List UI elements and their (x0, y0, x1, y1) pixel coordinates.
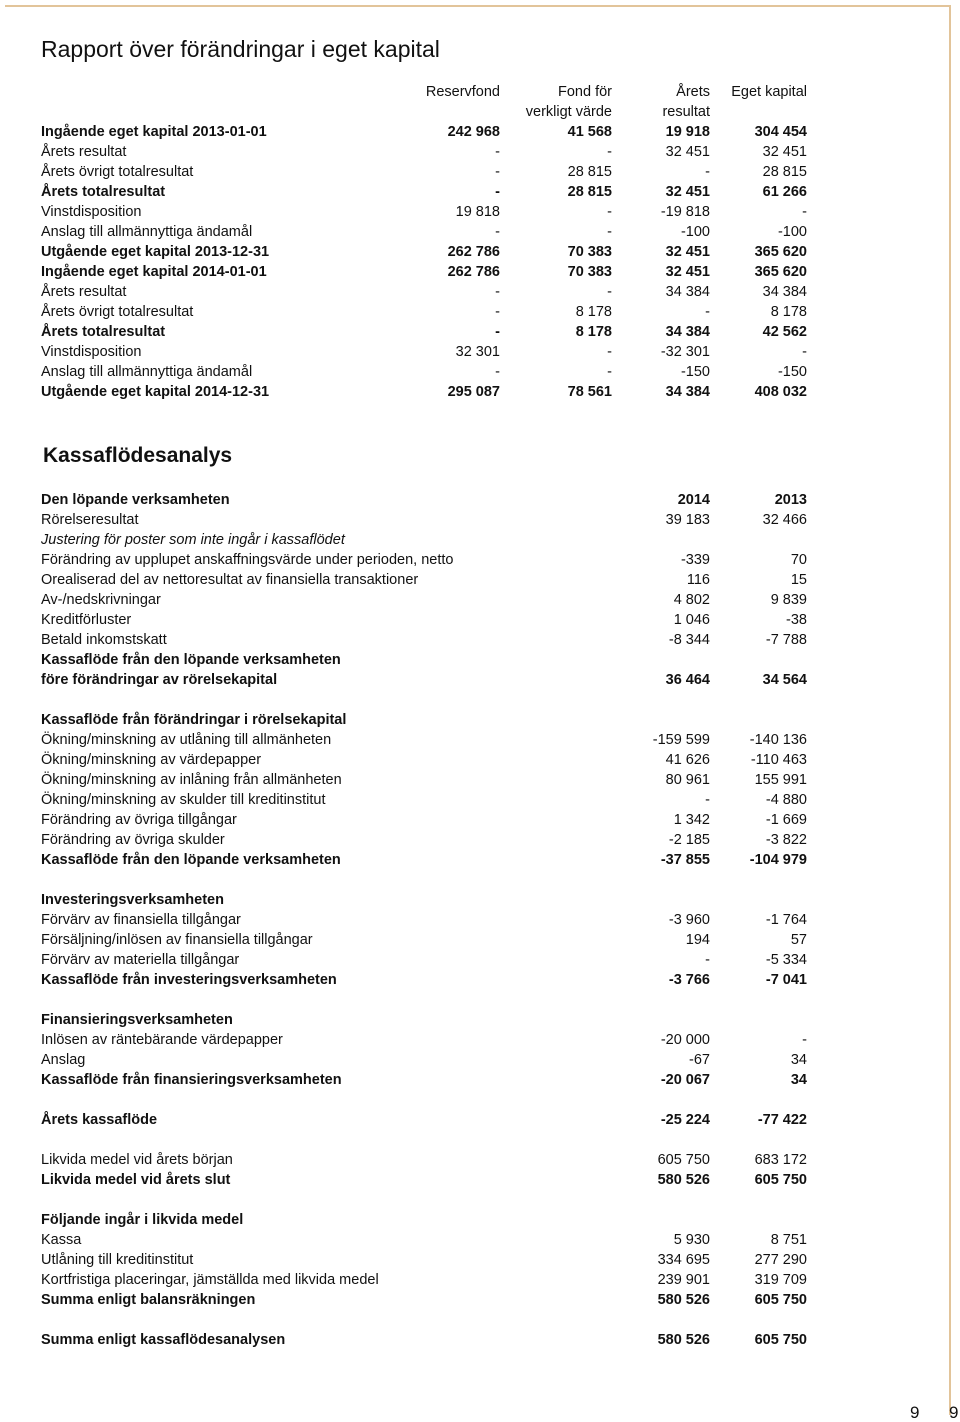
cashflow-row (0, 1110, 960, 1130)
equity-cell: - (705, 304, 710, 320)
equity-cell: 8 178 (575, 304, 612, 320)
cashflow-value-2013: 319 709 (754, 1272, 807, 1288)
cashflow-row (0, 1330, 960, 1350)
equity-row (0, 302, 960, 322)
cashflow-row (0, 890, 960, 910)
equity-cell: 32 451 (665, 264, 710, 280)
equity-cell: 262 786 (447, 244, 500, 260)
cashflow-value-2013: 277 290 (754, 1252, 807, 1268)
cashflow-value-2014: - (705, 952, 710, 968)
equity-cell: 32 451 (665, 244, 710, 260)
cashflow-value-2013: 155 991 (754, 772, 807, 788)
cashflow-value-2014: 1 342 (673, 812, 710, 828)
cashflow-row-label: Investeringsverksamheten (41, 892, 224, 908)
cashflow-row-label: Justering för poster som inte ingår i kassaflödet (41, 532, 345, 548)
equity-cell: 8 178 (575, 324, 612, 340)
header-eget-kapital: Eget kapital (731, 84, 807, 100)
cashflow-value-2013: 605 750 (754, 1172, 807, 1188)
cashflow-row-label: Förändring av upplupet anskaffningsvärde under perioden, netto (41, 552, 454, 568)
cashflow-row (0, 750, 960, 770)
equity-row (0, 322, 960, 342)
equity-row-label: Årets totalresultat (41, 324, 166, 340)
cashflow-value-2014: 2014 (677, 492, 710, 508)
cashflow-value-2013: 34 (790, 1072, 807, 1088)
cashflow-row-label: Inlösen av räntebärande värdepapper (41, 1032, 283, 1048)
cashflow-row-label: Summa enligt kassaflödesanalysen (41, 1332, 286, 1348)
cashflow-row (0, 950, 960, 970)
equity-row (0, 122, 960, 142)
cashflow-value-2013: -104 979 (749, 852, 807, 868)
cashflow-row (0, 690, 960, 710)
cashflow-value-2013: -7 788 (765, 632, 807, 648)
cashflow-value-2013: 70 (790, 552, 807, 568)
cashflow-value-2014: - (705, 792, 710, 808)
cashflow-row-label: Finansieringsverksamheten (41, 1012, 233, 1028)
cashflow-row (0, 530, 960, 550)
cashflow-row (0, 970, 960, 990)
equity-cell: 262 786 (447, 264, 500, 280)
cashflow-value-2014: 334 695 (657, 1252, 710, 1268)
cashflow-row-label: Ökning/minskning av inlåning från allmänheten (41, 772, 342, 788)
cashflow-value-2013: 32 466 (762, 512, 807, 528)
cashflow-row (0, 1070, 960, 1090)
equity-cell: 78 561 (567, 384, 612, 400)
equity-cell: - (607, 344, 612, 360)
equity-row-label: Årets resultat (41, 144, 127, 160)
equity-cell: - (495, 224, 500, 240)
cashflow-value-2013: 605 750 (754, 1292, 807, 1308)
cashflow-row-label: Ökning/minskning av värdepapper (41, 752, 262, 768)
equity-cell: -100 (680, 224, 710, 240)
equity-cell: -32 301 (660, 344, 710, 360)
cashflow-value-2014: 194 (685, 932, 710, 948)
cashflow-value-2014: 605 750 (657, 1152, 710, 1168)
equity-cell: - (607, 224, 612, 240)
equity-table-header (0, 82, 960, 122)
cashflow-row (0, 610, 960, 630)
cashflow-value-2013: -5 334 (765, 952, 807, 968)
cashflow-value-2014: -339 (680, 552, 710, 568)
cashflow-value-2014: 580 526 (657, 1292, 710, 1308)
cashflow-value-2014: -67 (689, 1052, 710, 1068)
equity-cell: 61 266 (762, 184, 807, 200)
cashflow-row (0, 910, 960, 930)
cashflow-row-label: Kassaflöde från den löpande verksamheten (41, 852, 341, 868)
cashflow-row (0, 1150, 960, 1170)
equity-cell: 34 384 (665, 284, 710, 300)
cashflow-row (0, 1170, 960, 1190)
equity-cell: 28 815 (567, 184, 612, 200)
equity-cell: 365 620 (754, 244, 807, 260)
equity-report-title: Rapport över förändringar i eget kapital (41, 36, 440, 62)
equity-row (0, 182, 960, 202)
equity-row (0, 142, 960, 162)
cashflow-row (0, 510, 960, 530)
equity-cell: 70 383 (567, 264, 612, 280)
cashflow-value-2013: -77 422 (757, 1112, 807, 1128)
cashflow-row-label: Förvärv av finansiella tillgångar (41, 912, 241, 928)
cashflow-value-2014: -3 960 (668, 912, 710, 928)
equity-row (0, 342, 960, 362)
cashflow-value-2014: 116 (686, 572, 710, 588)
cashflow-row (0, 1010, 960, 1030)
equity-row-label: Ingående eget kapital 2013-01-01 (41, 124, 267, 140)
cashflow-row-label: Orealiserad del av nettoresultat av finansiella transaktioner (41, 572, 419, 588)
equity-cell: -150 (680, 364, 710, 380)
cashflow-row-label: Anslag (41, 1052, 86, 1068)
cashflow-value-2013: - (802, 1032, 807, 1048)
equity-cell: 34 384 (762, 284, 807, 300)
cashflow-value-2013: 9 839 (770, 592, 807, 608)
header-reservfond: Reservfond (425, 84, 500, 100)
cashflow-row (0, 1190, 960, 1210)
cashflow-row-label: Summa enligt balansräkningen (41, 1292, 256, 1308)
cashflow-value-2013: -7 041 (765, 972, 807, 988)
equity-row-label: Årets övrigt totalresultat (41, 304, 194, 320)
cashflow-row-label: Förändring av övriga skulder (41, 832, 225, 848)
cashflow-row (0, 670, 960, 690)
cashflow-title: Kassaflödesanalys (43, 444, 233, 467)
equity-cell: 32 451 (665, 144, 710, 160)
equity-cell: 408 032 (754, 384, 807, 400)
cashflow-value-2014: 4 802 (673, 592, 710, 608)
cashflow-value-2014: -25 224 (660, 1112, 710, 1128)
equity-cell: 32 451 (762, 144, 807, 160)
equity-cell: 8 178 (770, 304, 807, 320)
equity-cell: 32 451 (665, 184, 710, 200)
equity-cell: - (607, 364, 612, 380)
cashflow-value-2014: -159 599 (652, 732, 710, 748)
equity-cell: - (495, 324, 500, 340)
cashflow-row (0, 770, 960, 790)
cashflow-value-2014: 5 930 (673, 1232, 710, 1248)
cashflow-row-label: Kassaflöde från den löpande verksamheten (41, 652, 341, 668)
cashflow-row (0, 710, 960, 730)
cashflow-row-label: Försäljning/inlösen av finansiella tillgångar (41, 932, 313, 948)
cashflow-value-2013: 15 (790, 572, 807, 588)
equity-cell: 70 383 (567, 244, 612, 260)
cashflow-value-2014: 36 464 (665, 672, 710, 688)
cashflow-row (0, 830, 960, 850)
equity-cell: 41 568 (567, 124, 612, 140)
equity-row-label: Utgående eget kapital 2014-12-31 (41, 384, 270, 400)
cashflow-row (0, 1090, 960, 1110)
cashflow-row (0, 1310, 960, 1330)
equity-row (0, 222, 960, 242)
equity-cell: - (802, 204, 807, 220)
cashflow-row-label: Följande ingår i likvida medel (41, 1212, 244, 1228)
cashflow-value-2013: -4 880 (765, 792, 807, 808)
equity-cell: - (705, 164, 710, 180)
cashflow-value-2013: -1 669 (765, 812, 807, 828)
cashflow-value-2014: 580 526 (657, 1332, 710, 1348)
cashflow-row (0, 1230, 960, 1250)
equity-cell: 42 562 (762, 324, 807, 340)
cashflow-value-2014: 41 626 (665, 752, 710, 768)
cashflow-row (0, 1270, 960, 1290)
cashflow-row-label: Årets kassaflöde (41, 1112, 158, 1128)
cashflow-row (0, 630, 960, 650)
cashflow-value-2014: 580 526 (657, 1172, 710, 1188)
equity-row-label: Årets resultat (41, 284, 127, 300)
cashflow-row (0, 1030, 960, 1050)
equity-cell: 28 815 (762, 164, 807, 180)
cashflow-value-2013: 34 564 (762, 672, 807, 688)
equity-cell: - (495, 364, 500, 380)
equity-cell: 304 454 (754, 124, 807, 140)
cashflow-value-2013: -38 (786, 612, 807, 628)
header-fond-verkligt-varde: Fond för verkligt värde (525, 84, 612, 120)
cashflow-value-2014: -37 855 (660, 852, 710, 868)
equity-cell: 19 818 (455, 204, 500, 220)
cashflow-row (0, 870, 960, 890)
cashflow-value-2014: -8 344 (668, 632, 710, 648)
equity-cell: - (607, 204, 612, 220)
equity-row (0, 282, 960, 302)
cashflow-row (0, 930, 960, 950)
cashflow-row-label: Kassaflöde från investeringsverksamheten (41, 972, 337, 988)
equity-row (0, 262, 960, 282)
equity-row-label: Vinstdisposition (41, 344, 142, 360)
header-arets-resultat: Årets resultat (662, 84, 710, 120)
cashflow-value-2014: -20 067 (660, 1072, 710, 1088)
equity-cell: - (495, 184, 500, 200)
equity-cell: -100 (777, 224, 807, 240)
equity-cell: 295 087 (447, 384, 500, 400)
equity-row-label: Ingående eget kapital 2014-01-01 (41, 264, 267, 280)
cashflow-row-label: Kreditförluster (41, 612, 132, 628)
equity-row (0, 202, 960, 222)
equity-row-label: Årets totalresultat (41, 184, 166, 200)
cashflow-row (0, 490, 960, 510)
equity-cell: - (607, 144, 612, 160)
equity-row-label: Anslag till allmännyttiga ändamål (41, 224, 253, 240)
cashflow-row (0, 1050, 960, 1070)
cashflow-row-label: Kassa (41, 1232, 82, 1248)
cashflow-row-label: Likvida medel vid årets början (41, 1152, 233, 1168)
cashflow-row (0, 730, 960, 750)
cashflow-row (0, 550, 960, 570)
cashflow-row-label: Ökning/minskning av utlåning till allmänheten (41, 732, 332, 748)
equity-cell: -150 (777, 364, 807, 380)
cashflow-row-label: Utlåning till kreditinstitut (41, 1252, 194, 1268)
cashflow-value-2013: 2013 (774, 492, 807, 508)
equity-cell: 28 815 (567, 164, 612, 180)
equity-cell: 19 918 (665, 124, 710, 140)
cashflow-row (0, 1290, 960, 1310)
cashflow-value-2014: -2 185 (668, 832, 710, 848)
cashflow-value-2013: -1 764 (765, 912, 807, 928)
cashflow-value-2014: 80 961 (665, 772, 710, 788)
page-number: 9 (910, 1403, 920, 1422)
cashflow-row-label: Kassaflöde från förändringar i rörelsekapital (41, 712, 347, 728)
cashflow-value-2014: 39 183 (665, 512, 710, 528)
equity-row (0, 382, 960, 402)
cashflow-row (0, 650, 960, 670)
cashflow-row (0, 990, 960, 1010)
cashflow-row-label: Rörelseresultat (41, 512, 139, 528)
cashflow-row (0, 590, 960, 610)
equity-cell: - (495, 304, 500, 320)
cashflow-value-2014: -20 000 (660, 1032, 710, 1048)
cashflow-row-label: Kassaflöde från finansieringsverksamheten (41, 1072, 342, 1088)
cashflow-row-label: Den löpande verksamheten (41, 492, 230, 508)
equity-cell: 365 620 (754, 264, 807, 280)
equity-cell: 32 301 (455, 344, 500, 360)
cashflow-row-label: Kortfristiga placeringar, jämställda med likvida medel (41, 1272, 379, 1288)
cashflow-row (0, 810, 960, 830)
cashflow-row (0, 850, 960, 870)
equity-cell: 34 384 (665, 324, 710, 340)
equity-cell: - (495, 164, 500, 180)
cashflow-value-2014: 1 046 (673, 612, 710, 628)
equity-cell: - (802, 344, 807, 360)
cashflow-value-2013: 683 172 (754, 1152, 807, 1168)
equity-cell: - (495, 144, 500, 160)
cashflow-row-label: Förvärv av materiella tillgångar (41, 952, 240, 968)
cashflow-value-2013: 57 (790, 932, 807, 948)
cashflow-row (0, 790, 960, 810)
cashflow-row-label: före förändringar av rörelsekapital (41, 672, 278, 688)
cashflow-row-label: Betald inkomstskatt (41, 632, 167, 648)
cashflow-value-2013: 605 750 (754, 1332, 807, 1348)
equity-row (0, 162, 960, 182)
cashflow-row-label: Förändring av övriga tillgångar (41, 812, 237, 828)
equity-cell: 242 968 (447, 124, 500, 140)
cashflow-row-label: Av-/nedskrivningar (41, 592, 161, 608)
equity-cell: - (607, 284, 612, 300)
cashflow-row (0, 1250, 960, 1270)
cashflow-value-2013: 8 751 (770, 1232, 807, 1248)
equity-row-label: Utgående eget kapital 2013-12-31 (41, 244, 270, 260)
cashflow-value-2014: 239 901 (657, 1272, 710, 1288)
cashflow-row (0, 1210, 960, 1230)
cashflow-value-2013: 34 (790, 1052, 807, 1068)
cashflow-row-label: Likvida medel vid årets slut (41, 1172, 231, 1188)
equity-row (0, 242, 960, 262)
cashflow-value-2014: -3 766 (668, 972, 710, 988)
equity-cell: - (495, 284, 500, 300)
cashflow-row-label: Ökning/minskning av skulder till kreditinstitut (41, 792, 326, 808)
cashflow-value-2013: -140 136 (749, 732, 807, 748)
equity-row-label: Årets övrigt totalresultat (41, 164, 194, 180)
equity-cell: -19 818 (660, 204, 710, 220)
equity-row-label: Anslag till allmännyttiga ändamål (41, 364, 253, 380)
cashflow-row (0, 1130, 960, 1150)
cashflow-value-2013: -3 822 (765, 832, 807, 848)
cashflow-row (0, 570, 960, 590)
equity-row-label: Vinstdisposition (41, 204, 142, 220)
equity-cell: 34 384 (665, 384, 710, 400)
page-number-cut: 9 (949, 1404, 959, 1421)
equity-row (0, 362, 960, 382)
cashflow-value-2013: -110 463 (750, 752, 807, 768)
